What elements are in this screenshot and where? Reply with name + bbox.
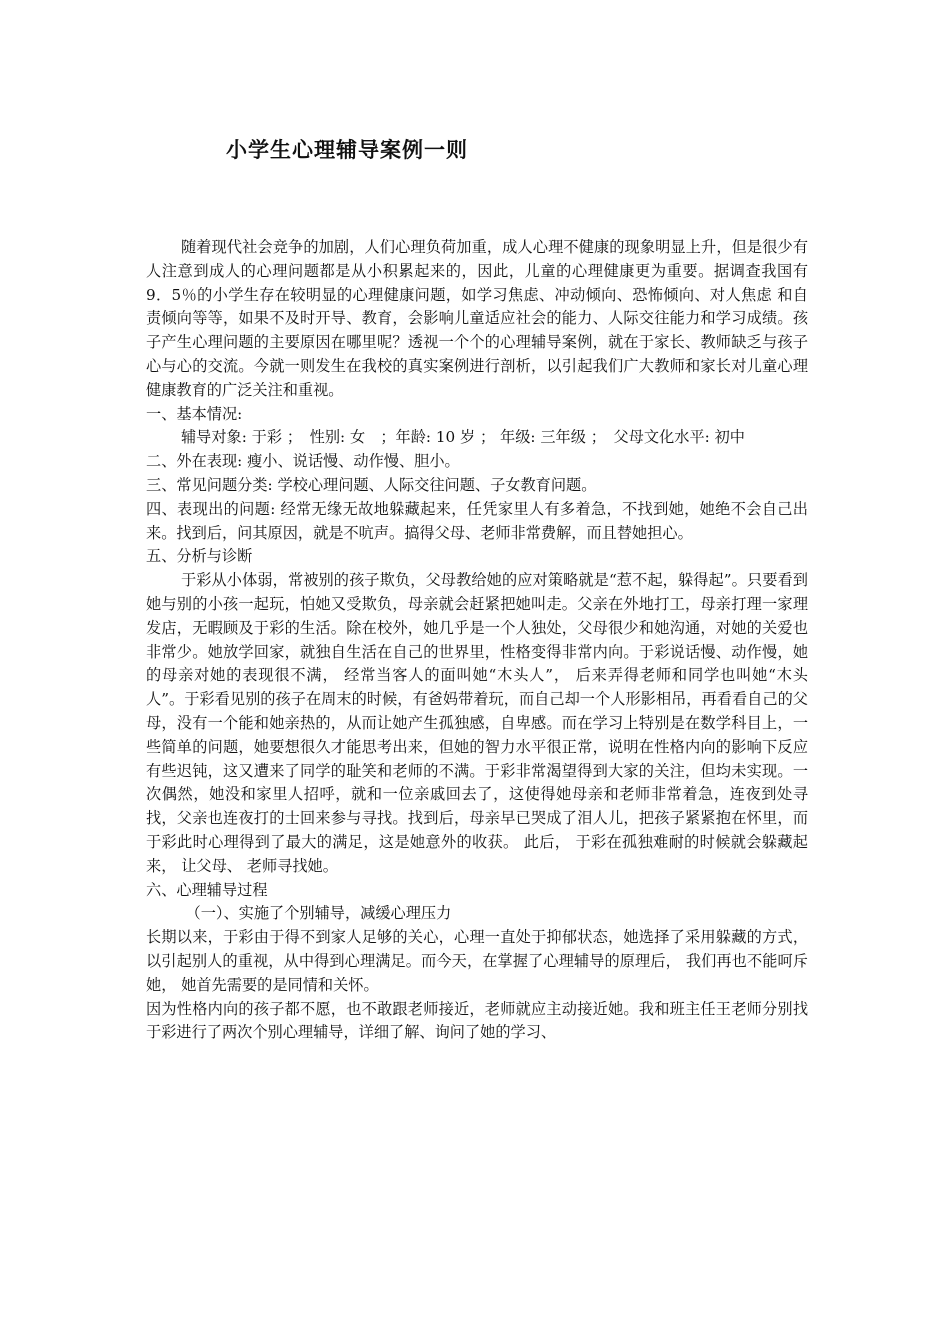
- counseling-paragraph-2: 因为性格内向的孩子都不愿，也不敢跟老师接近，老师就应主动接近她。我和班主任王老师分别找于彩进行了两次个别心理辅导，详细了解、询问了她的学习、: [146, 999, 808, 1042]
- section-heading-observed-problem: 四、表现出的问题: 经常无缘无故地躲藏起来，任凭家里人有多着急，不找到她，她绝不会自己出来。找到后，问其原因，就是不吭声。搞得父母、老师非常费解，而且替她担心。: [146, 499, 808, 542]
- document-body: [146, 236, 808, 1045]
- intro-paragraph: 随着现代社会竞争的加剧，人们心理负荷加重，成人心理不健康的现象明显上升，但是很少有人注意到成人的心理问题都是从小积累起来的，因此，儿童的心理健康更为重要。据调查我国有9．5％的小学生存在较明显的心理健康问题，如学习焦虑、冲动倾向、恐怖倾向、对人焦虑 和自责倾向等等，如果不及时开导、教育，会影响儿童适应社会的能力、人际交往能力和学习成绩。孩子产生心理问题的主要原因在哪里呢？透视一个个的心理辅导案例，就在于家长、教师缺乏与孩子心与心的交流。今就一则发生在我校的真实案例进行剖析，以引起我们广大教师和家长对儿童心理健康教育的广泛关注和重视。: [146, 238, 808, 399]
- section-heading-basic-info: 一、基本情况:: [146, 404, 243, 423]
- section-heading-analysis: 五、分析与诊断: [146, 547, 253, 566]
- document-title: 小学生心理辅导案例一则: [226, 138, 468, 162]
- section-heading-problem-category: 三、常见问题分类: 学校心理问题、人际交往问题、子女教育问题。: [146, 475, 597, 494]
- basic-info-paragraph: 辅导对象: 于彩 ； 性别: 女 ；年龄: 10 岁 ； 年级: 三年级 ； 父母文化水平: 初中: [180, 428, 745, 447]
- section-heading-appearance: 二、外在表现: 瘦小、说话慢、动作慢、胆小。: [146, 452, 460, 471]
- subsection-heading-individual-counseling: （一）、实施了个别辅导，减缓心理压力: [185, 904, 452, 923]
- analysis-paragraph: 于彩从小体弱，常被别的孩子欺负，父母教给她的应对策略就是“惹不起，躲得起”。只要看到她与别的小孩一起玩，怕她又受欺负，母亲就会赶紧把她叫走。父亲在外地打工，母亲打理一家理发店，无暇顾及于彩的生活。除在校外，她几乎是一个人独处，父母很少和她沟通，对她的关爱也非常少。她放学回家，就独自生活在自己的世界里，性格变得非常内向。于彩说话慢、动作慢，她的母亲对她的表现很不满， 经常当客人的面叫她“木头人”， 后来弄得老师和同学也叫她“木头人”。于彩看见别的孩子在周末的时候，有爸妈带着玩，而自己却一个人形影相吊，再看看自己的父母，没有一个能和她亲热的，从而让她产生孤独感，自卑感。而在学习上特别是在数学科目上，一些简单的问题，她要想很久才能思考出来，但她的智力水平很正常，说明在性格内向的影响下反应有些迟钝，这又遭来了同学的耻笑和老师的不满。于彩非常渴望得到大家的关注，但均未实现。一次偶然，她没和家里人招呼，就和一位亲戚回去了，这使得她母亲和老师非常着急，连夜到处寻找，父亲也连夜打的士回来参与寻找。找到后，母亲早已哭成了泪人儿，把孩子紧紧抱在怀里，而于彩此时心理得到了最大的满足，这是她意外的收获。 此后， 于彩在孤独难耐的时候就会躲藏起来， 让父母、 老师寻找她。: [146, 571, 808, 875]
- counseling-paragraph-1: 长期以来，于彩由于得不到家人足够的关心，心理一直处于抑郁状态，她选择了采用躲藏的方式，以引起别人的重视，从中得到心理满足。而今天，在掌握了心理辅导的原理后， 我们再也不能呵斥她， 她首先需要的是同情和关怀。: [146, 928, 808, 994]
- section-heading-counseling-process: 六、心理辅导过程: [146, 880, 268, 899]
